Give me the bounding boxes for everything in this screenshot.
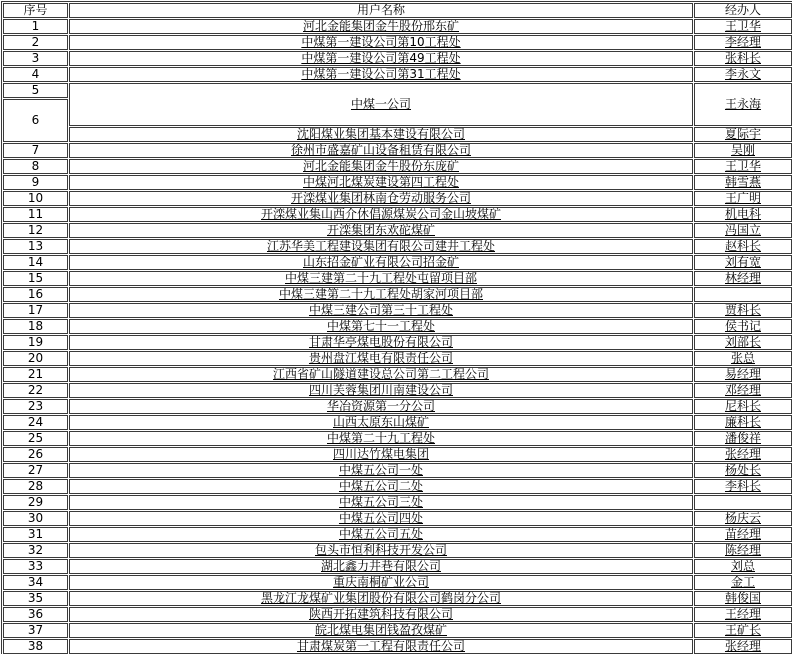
- user-name-cell: [69, 543, 693, 558]
- table-row: [3, 383, 792, 398]
- table-row: [3, 559, 792, 574]
- serial-cell: 37: [3, 623, 68, 638]
- user-name-cell-link[interactable]: 中煤一公司: [350, 97, 411, 111]
- serial-cell: 14: [3, 255, 68, 270]
- user-name-cell: [69, 175, 693, 190]
- user-name-cell: [69, 575, 693, 590]
- agent-cell: [694, 239, 792, 254]
- agent-cell: [694, 255, 792, 270]
- user-name-cell: [69, 223, 693, 238]
- serial-cell: 32: [3, 543, 68, 558]
- user-name-cell: [69, 415, 693, 430]
- agent-cell-link[interactable]: 夏际宇: [724, 127, 761, 141]
- agent-cell-link[interactable]: 王广明: [724, 191, 761, 205]
- user-name-cell: [69, 303, 693, 318]
- agent-cell-link[interactable]: 机电科: [724, 207, 761, 221]
- table-row: [3, 415, 792, 430]
- table-row: [3, 159, 792, 174]
- user-name-cell: [69, 271, 693, 286]
- user-name-cell-link[interactable]: 河北金能集团金牛股份东庞矿: [302, 159, 459, 173]
- user-table: [1, 1, 792, 654]
- agent-cell: [694, 83, 792, 126]
- agent-cell: [694, 159, 792, 174]
- table-row: [3, 239, 792, 254]
- serial-cell: 24: [3, 415, 68, 430]
- serial-cell: 5: [3, 83, 68, 98]
- user-name-cell-link[interactable]: 中煤三建第二十九工程处胡家河项目部: [278, 287, 483, 301]
- agent-cell-link[interactable]: 杨处长: [724, 463, 761, 477]
- serial-cell: 16: [3, 287, 68, 302]
- table-row: [3, 351, 792, 366]
- agent-cell: [694, 127, 792, 142]
- table-row: [3, 543, 792, 558]
- user-name-cell-link[interactable]: 江西省矿山隧道建设总公司第二工程公司: [272, 367, 489, 381]
- user-name-cell: [69, 143, 693, 158]
- serial-cell: 9: [3, 175, 68, 190]
- user-name-cell-link[interactable]: 中煤五公司四处: [338, 511, 423, 525]
- agent-cell-link[interactable]: 李永文: [724, 67, 761, 81]
- agent-cell: [694, 591, 792, 606]
- table-row: [3, 335, 792, 350]
- table-row: [3, 83, 792, 98]
- user-name-cell-link[interactable]: 徐州市盛嘉矿山设备租赁有限公司: [290, 143, 471, 157]
- agent-cell-link[interactable]: 张经理: [724, 639, 761, 653]
- user-name-cell-link[interactable]: 甘肃华亭煤电股份有限公司: [308, 335, 453, 349]
- agent-cell: [694, 447, 792, 462]
- user-name-cell-link[interactable]: 开滦煤业集团林南仓劳动服务公司: [290, 191, 471, 205]
- serial-cell: 31: [3, 527, 68, 542]
- serial-cell: 17: [3, 303, 68, 318]
- user-name-cell: [69, 463, 693, 478]
- user-name-cell: [69, 495, 693, 510]
- user-name-cell: [69, 639, 693, 654]
- table-row: [3, 367, 792, 382]
- user-name-cell-link[interactable]: 中煤五公司一处: [338, 463, 423, 477]
- serial-cell: 13: [3, 239, 68, 254]
- agent-cell-link[interactable]: 易经理: [724, 367, 761, 381]
- user-name-cell-link[interactable]: 中煤第一建设公司第49工程处: [301, 51, 461, 65]
- user-name-cell: [69, 591, 693, 606]
- agent-cell: [694, 319, 792, 334]
- serial-cell: 6: [3, 99, 68, 142]
- agent-cell-link[interactable]: 张总: [730, 351, 755, 365]
- agent-cell-link[interactable]: 金工: [730, 575, 755, 589]
- serial-cell: 35: [3, 591, 68, 606]
- user-name-cell-link[interactable]: 华冶资源第一分公司: [326, 399, 435, 413]
- table-row: [3, 463, 792, 478]
- user-name-cell: [69, 191, 693, 206]
- serial-cell: 11: [3, 207, 68, 222]
- agent-cell: [694, 287, 792, 302]
- agent-cell: [694, 207, 792, 222]
- table-row: [3, 431, 792, 446]
- agent-cell: [694, 575, 792, 590]
- table-row: [3, 607, 792, 622]
- table-row: [3, 19, 792, 34]
- serial-cell: 38: [3, 639, 68, 654]
- agent-cell-link[interactable]: 林经理: [724, 271, 761, 285]
- table-row: [3, 495, 792, 510]
- serial-cell: 34: [3, 575, 68, 590]
- table-row: [3, 399, 792, 414]
- user-name-cell-link[interactable]: 包头市恒利科技开发公司: [314, 543, 447, 557]
- agent-cell-link[interactable]: 吴刚: [730, 143, 755, 157]
- user-name-cell: [69, 207, 693, 222]
- user-name-cell: [69, 383, 693, 398]
- user-name-cell: [69, 431, 693, 446]
- agent-cell: [694, 367, 792, 382]
- user-name-cell: [69, 479, 693, 494]
- serial-cell: 7: [3, 143, 68, 158]
- agent-cell-link[interactable]: 王卫华: [724, 19, 761, 33]
- agent-cell-link[interactable]: 王卫华: [724, 159, 761, 173]
- serial-cell: 29: [3, 495, 68, 510]
- table-row: [3, 303, 792, 318]
- table-row: [3, 447, 792, 462]
- table-body: [3, 19, 792, 654]
- user-name-cell: [69, 607, 693, 622]
- agent-cell: [694, 175, 792, 190]
- user-name-cell-link[interactable]: 开滦集团东欢砣煤矿: [326, 223, 435, 237]
- agent-cell: [694, 415, 792, 430]
- user-name-cell-link[interactable]: 江苏华美工程建设集团有限公司建井工程处: [266, 239, 495, 253]
- user-name-cell: [69, 127, 693, 142]
- agent-cell-link[interactable]: 贾科长: [724, 303, 761, 317]
- user-name-cell-link[interactable]: 中煤第七十一工程处: [326, 319, 435, 333]
- user-name-cell-link[interactable]: 中煤第一建设公司第10工程处: [301, 35, 461, 49]
- agent-cell: [694, 303, 792, 318]
- user-name-cell-link[interactable]: 四川芙蓉集团川南建设公司: [308, 383, 453, 397]
- col-header-serial: 序号: [3, 3, 68, 18]
- agent-cell-link[interactable]: 李科长: [724, 479, 761, 493]
- user-name-cell-link[interactable]: 山西太原东山煤矿: [332, 415, 429, 429]
- user-name-cell-link[interactable]: 贵州盘江煤电有限责任公司: [308, 351, 453, 365]
- user-name-cell: [69, 239, 693, 254]
- user-name-cell: [69, 35, 693, 50]
- serial-cell: 15: [3, 271, 68, 286]
- agent-cell-link[interactable]: 王永海: [724, 97, 761, 111]
- user-name-cell: [69, 287, 693, 302]
- agent-cell: [694, 495, 792, 510]
- user-name-cell: [69, 527, 693, 542]
- user-name-cell-link[interactable]: 中煤三建第二十九工程处屯留项目部: [284, 271, 477, 285]
- agent-cell-link[interactable]: 韩雪燕: [724, 175, 761, 189]
- table-row: [3, 191, 792, 206]
- user-name-cell-link[interactable]: 中煤五公司二处: [338, 479, 423, 493]
- table-row: [3, 575, 792, 590]
- user-name-cell-link[interactable]: 甘肃煤炭第一工程有限责任公司: [296, 639, 465, 653]
- table-row: [3, 175, 792, 190]
- agent-cell: [694, 143, 792, 158]
- agent-cell-link[interactable]: 赵科长: [724, 239, 761, 253]
- serial-cell: 18: [3, 319, 68, 334]
- user-name-cell-link[interactable]: 中煤第一建设公司第31工程处: [301, 67, 461, 81]
- user-name-cell: [69, 367, 693, 382]
- agent-cell-link[interactable]: 邓经理: [724, 383, 761, 397]
- agent-cell: [694, 463, 792, 478]
- user-name-cell: [69, 19, 693, 34]
- table-row: [3, 207, 792, 222]
- user-name-cell-link[interactable]: 中煤三建公司第三十工程处: [308, 303, 453, 317]
- user-name-cell: [69, 447, 693, 462]
- serial-cell: 8: [3, 159, 68, 174]
- serial-cell: 12: [3, 223, 68, 238]
- table-row: [3, 67, 792, 82]
- agent-cell-link[interactable]: 杨庆云: [724, 511, 761, 525]
- serial-cell: 26: [3, 447, 68, 462]
- agent-cell-link[interactable]: 侯书记: [724, 319, 761, 333]
- table-row: [3, 143, 792, 158]
- table-row: [3, 527, 792, 542]
- user-name-cell-link[interactable]: 沈阳煤业集团基本建设有限公司: [296, 127, 465, 141]
- agent-cell: [694, 351, 792, 366]
- user-name-cell-link[interactable]: 陕西开拓建筑科技有限公司: [308, 607, 453, 621]
- agent-cell: [694, 607, 792, 622]
- agent-cell: [694, 511, 792, 526]
- serial-cell: 10: [3, 191, 68, 206]
- agent-cell-link[interactable]: 李经理: [724, 35, 761, 49]
- user-name-cell-link[interactable]: 开滦煤业集山西介休倡源煤炭公司金山坡煤矿: [260, 207, 501, 221]
- user-name-cell: [69, 559, 693, 574]
- agent-cell-link[interactable]: 王经理: [724, 607, 761, 621]
- agent-cell: [694, 35, 792, 50]
- serial-cell: 21: [3, 367, 68, 382]
- table-row: [3, 623, 792, 638]
- serial-cell: 22: [3, 383, 68, 398]
- agent-cell: [694, 271, 792, 286]
- table-row: [3, 255, 792, 270]
- agent-cell: [694, 335, 792, 350]
- table-row: [3, 511, 792, 526]
- serial-cell: 30: [3, 511, 68, 526]
- user-name-cell-link[interactable]: 河北金能集团金牛股份邢东矿: [302, 19, 459, 33]
- user-name-cell-link[interactable]: 中煤河北煤炭建设第四工程处: [302, 175, 459, 189]
- user-name-cell-link[interactable]: 中煤五公司五处: [338, 527, 423, 541]
- agent-cell: [694, 51, 792, 66]
- agent-cell: [694, 559, 792, 574]
- user-name-cell-link[interactable]: 中煤第二十九工程处: [326, 431, 435, 445]
- agent-cell: [694, 191, 792, 206]
- user-name-cell: [69, 159, 693, 174]
- header-row: [3, 3, 792, 18]
- table-row: [3, 51, 792, 66]
- serial-cell: 28: [3, 479, 68, 494]
- serial-cell: 27: [3, 463, 68, 478]
- user-name-cell: [69, 623, 693, 638]
- agent-cell-link[interactable]: 尼科长: [724, 399, 761, 413]
- agent-cell: [694, 383, 792, 398]
- table-row: [3, 319, 792, 334]
- agent-cell-link[interactable]: 刘有宽: [724, 255, 761, 269]
- user-name-cell-link[interactable]: 重庆南桐矿业公司: [332, 575, 429, 589]
- agent-cell-link[interactable]: 刘总: [730, 559, 755, 573]
- user-name-cell: [69, 399, 693, 414]
- agent-cell: [694, 399, 792, 414]
- agent-cell: [694, 543, 792, 558]
- serial-cell: 33: [3, 559, 68, 574]
- serial-cell: 2: [3, 35, 68, 50]
- table-row: [3, 639, 792, 654]
- serial-cell: 1: [3, 19, 68, 34]
- table-row: [3, 591, 792, 606]
- table-row: [3, 479, 792, 494]
- serial-cell: 19: [3, 335, 68, 350]
- agent-cell-link[interactable]: 苗经理: [724, 527, 761, 541]
- agent-cell: [694, 431, 792, 446]
- agent-cell-link[interactable]: 刘部长: [724, 335, 761, 349]
- user-name-cell: [69, 51, 693, 66]
- agent-cell-link[interactable]: 廉科长: [724, 415, 761, 429]
- col-header-user-name: 用户名称: [69, 3, 693, 18]
- user-name-cell: [69, 335, 693, 350]
- user-name-cell-link[interactable]: 黑龙江龙煤矿业集团股份有限公司鹤岗分公司: [260, 591, 501, 605]
- serial-cell: 25: [3, 431, 68, 446]
- agent-cell-link[interactable]: 王矿长: [724, 623, 761, 637]
- user-name-cell: [69, 67, 693, 82]
- agent-cell-link[interactable]: 张经理: [724, 447, 761, 461]
- user-name-cell: [69, 351, 693, 366]
- serial-cell: 36: [3, 607, 68, 622]
- user-name-cell: [69, 255, 693, 270]
- user-name-cell: [69, 83, 693, 126]
- user-name-cell: [69, 511, 693, 526]
- table-row: [3, 35, 792, 50]
- table-row: [3, 223, 792, 238]
- agent-cell-link[interactable]: 陈经理: [724, 543, 761, 557]
- table-row: [3, 127, 792, 142]
- agent-cell: [694, 527, 792, 542]
- user-name-cell-link[interactable]: 山东招金矿业有限公司招金矿: [302, 255, 459, 269]
- user-name-cell-link[interactable]: 中煤五公司三处: [338, 495, 423, 509]
- agent-cell: [694, 479, 792, 494]
- serial-cell: 20: [3, 351, 68, 366]
- table-row: [3, 287, 792, 302]
- agent-cell-link[interactable]: 张科长: [724, 51, 761, 65]
- col-header-agent: 经办人: [694, 3, 792, 18]
- agent-cell-link[interactable]: 韩俊国: [724, 591, 761, 605]
- serial-cell: 4: [3, 67, 68, 82]
- agent-cell-link[interactable]: 潘俊祥: [724, 431, 761, 445]
- agent-cell: [694, 223, 792, 238]
- user-name-cell: [69, 319, 693, 334]
- user-name-cell-link[interactable]: 湖北鑫力井巷有限公司: [320, 559, 441, 573]
- serial-cell: 3: [3, 51, 68, 66]
- user-name-cell-link[interactable]: 皖北煤电集团钱盈孜煤矿: [314, 623, 447, 637]
- agent-cell: [694, 19, 792, 34]
- user-name-cell-link[interactable]: 四川达竹煤电集团: [332, 447, 429, 461]
- serial-cell: 23: [3, 399, 68, 414]
- table-row: [3, 271, 792, 286]
- agent-cell-link[interactable]: 冯国立: [724, 223, 761, 237]
- agent-cell: [694, 67, 792, 82]
- agent-cell: [694, 639, 792, 654]
- agent-cell: [694, 623, 792, 638]
